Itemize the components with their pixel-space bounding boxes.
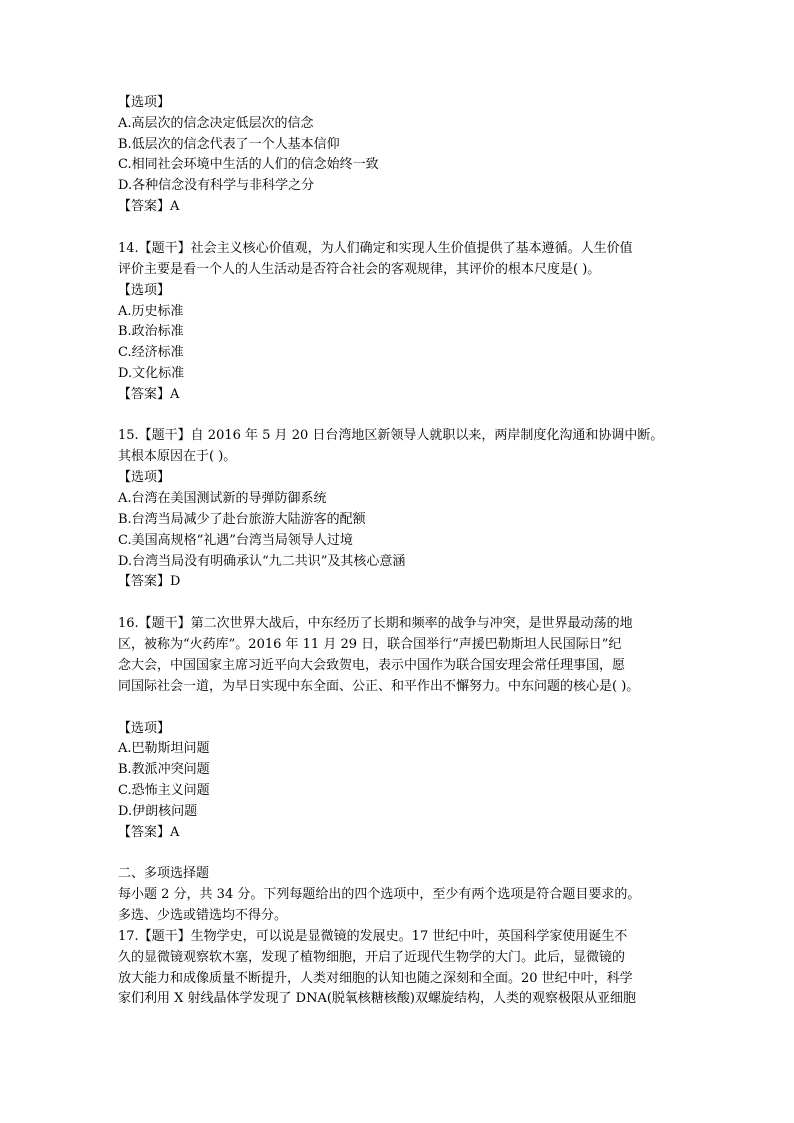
option-c: C.恐怖主义问题 [118,783,210,798]
question-15-stem: 其根本原因在于( )。 [118,449,237,464]
question-17-stem: 家们利用 X 射线晶体学发现了 DNA(脱氧核糖核酸)双螺旋结构，人类的观察极限从亚细胞 [118,991,636,1006]
question-17-stem: 17.【题干】生物学史，可以说是显微镜的发展史。17 世纪中叶，英国科学家使用诞生不 [118,929,628,944]
question-17-stem: 放大能力和成像质量不断提升，人类对细胞的认知也随之深刻和全面。20 世纪中叶，科学 [118,971,633,986]
options-header: 【选项】 [118,470,171,485]
option-a: A.巴勒斯坦问题 [118,741,210,756]
question-17-stem: 久的显微镜观察软木塞，发现了植物细胞，开启了近现代生物学的大门。此后，显微镜的 [118,950,626,965]
section-instructions: 每小题 2 分，共 34 分。下列每题给出的四个选项中，至少有两个选项是符合题目要求的。 [118,887,641,902]
option-a: A.台湾在美国测试新的导弹防御系统 [118,491,327,506]
option-c: C.美国高规格“礼遇”台湾当局领导人过境 [118,533,353,548]
question-14-stem: 评价主要是看一个人的人生活动是否符合社会的客观规律，其评价的根本尺度是( )。 [118,262,601,277]
options-header: 【选项】 [118,283,171,298]
answer: 【答案】A [118,199,180,214]
option-c: C.相同社会环境中生活的人们的信念始终一致 [118,157,379,172]
answer: 【答案】A [118,825,180,840]
section-heading: 二、多项选择题 [118,866,210,881]
option-b: B.台湾当局减少了赴台旅游大陆游客的配额 [118,512,366,527]
question-15-stem: 15.【题干】自 2016 年 5 月 20 日台湾地区新领导人就职以来，两岸制度化沟通和协调中断。 [118,428,664,443]
option-b: B.低层次的信念代表了一个人基本信仰 [118,137,340,152]
option-c: C.经济标准 [118,345,184,360]
question-14-stem: 14.【题干】社会主义核心价值观，为人们确定和实现人生价值提供了基本遵循。人生价值 [118,241,633,256]
option-d: D.伊朗核问题 [118,804,198,819]
option-a: A.历史标准 [118,304,184,319]
section-instructions: 多选、少选或错选均不得分。 [118,908,288,923]
option-d: D.文化标准 [118,366,185,381]
question-16-stem: 念大会，中国国家主席习近平向大会致贺电，表示中国作为联合国安理会常任理事国，愿 [118,658,626,673]
option-a: A.高层次的信念决定低层次的信念 [118,116,314,131]
option-d: D.台湾当局没有明确承认“九二共识”及其核心意涵 [118,554,406,569]
answer: 【答案】D [118,574,181,589]
options-header: 【选项】 [118,95,171,110]
option-d: D.各种信念没有科学与非科学之分 [118,178,315,193]
question-16-stem: 16.【题干】第二次世界大战后，中东经历了长期和频率的战争与冲突，是世界最动荡的地 [118,616,633,631]
options-header: 【选项】 [118,721,171,736]
answer: 【答案】A [118,387,180,402]
option-b: B.教派冲突问题 [118,762,210,777]
option-b: B.政治标准 [118,324,184,339]
question-16-stem: 区，被称为“火药库”。2016 年 11 月 29 日，联合国举行“声援巴勒斯坦人民国际日”纪 [118,637,622,652]
question-16-stem: 同国际社会一道，为早日实现中东全面、公正、和平作出不懈努力。中东问题的核心是( )。 [118,679,640,694]
